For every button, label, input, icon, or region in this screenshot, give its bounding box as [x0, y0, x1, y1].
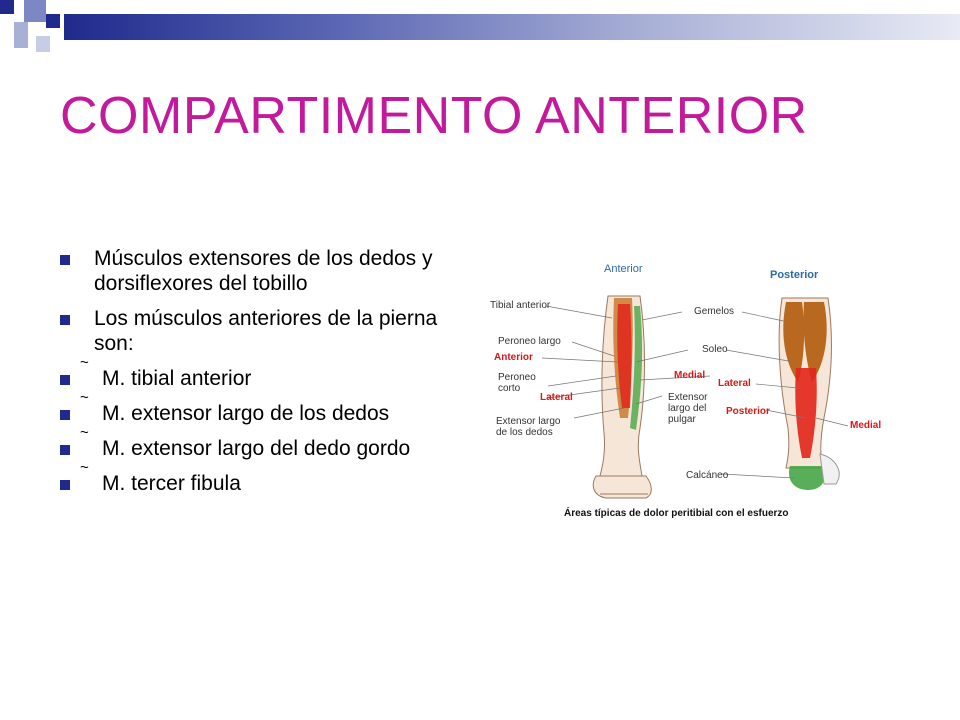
bullet-item: ~ M. extensor largo del dedo gordo	[60, 436, 460, 461]
bullet-square-icon	[60, 445, 70, 455]
label-tibial-anterior: Tibial anterior	[490, 300, 551, 311]
tilde-glyph: ~	[80, 459, 89, 476]
bullet-item: ~ M. tibial anterior	[60, 366, 460, 391]
label-calcaneo: Calcáneo	[686, 470, 729, 481]
bullet-square-icon	[60, 255, 70, 265]
bullet-square-icon	[60, 315, 70, 325]
slide-title: COMPARTIMENTO ANTERIOR	[60, 87, 808, 145]
bullet-square-icon	[60, 375, 70, 385]
label-lateral-right: Lateral	[718, 378, 751, 389]
bullet-item: ~ M. extensor largo de los dedos	[60, 401, 460, 426]
tilde-glyph: ~	[80, 389, 89, 406]
bullet-square-icon	[60, 480, 70, 490]
header-gradient-bar	[64, 14, 960, 40]
label-peroneo-corto: Peroneo corto	[498, 372, 536, 394]
posterior-leg-drawing	[779, 298, 839, 490]
label-peroneo-largo: Peroneo largo	[498, 336, 561, 347]
bullet-item: Músculos extensores de los dedos y dorsiflexores del tobillo	[60, 246, 460, 296]
label-extensor-largo-pulgar: Extensor largo del pulgar	[668, 392, 708, 425]
label-anterior-view: Anterior	[604, 263, 643, 275]
label-medial-right: Medial	[850, 420, 882, 431]
label-gemelos: Gemelos	[694, 306, 735, 317]
anterior-leg-drawing	[593, 296, 651, 498]
label-soleo: Soleo	[702, 344, 728, 355]
figure-caption: Áreas típicas de dolor peritibial con el esfuerzo	[564, 508, 789, 519]
label-posterior: Posterior	[726, 406, 770, 417]
bullet-square-icon	[60, 410, 70, 420]
label-medial-mid: Medial	[674, 370, 706, 381]
label-posterior-view: Posterior	[770, 269, 819, 281]
leg-anatomy-figure	[490, 258, 920, 528]
bullet-item: ~ M. tercer fibula	[60, 471, 460, 496]
label-extensor-largo-dedos: Extensor largo de los dedos	[496, 416, 561, 438]
label-lateral-left: Lateral	[540, 392, 573, 403]
tilde-glyph: ~	[80, 354, 89, 371]
label-anterior: Anterior	[494, 352, 533, 363]
bullet-item: Los músculos anteriores de la pierna son:	[60, 306, 460, 356]
tilde-glyph: ~	[80, 424, 89, 441]
bullet-list	[60, 246, 460, 496]
